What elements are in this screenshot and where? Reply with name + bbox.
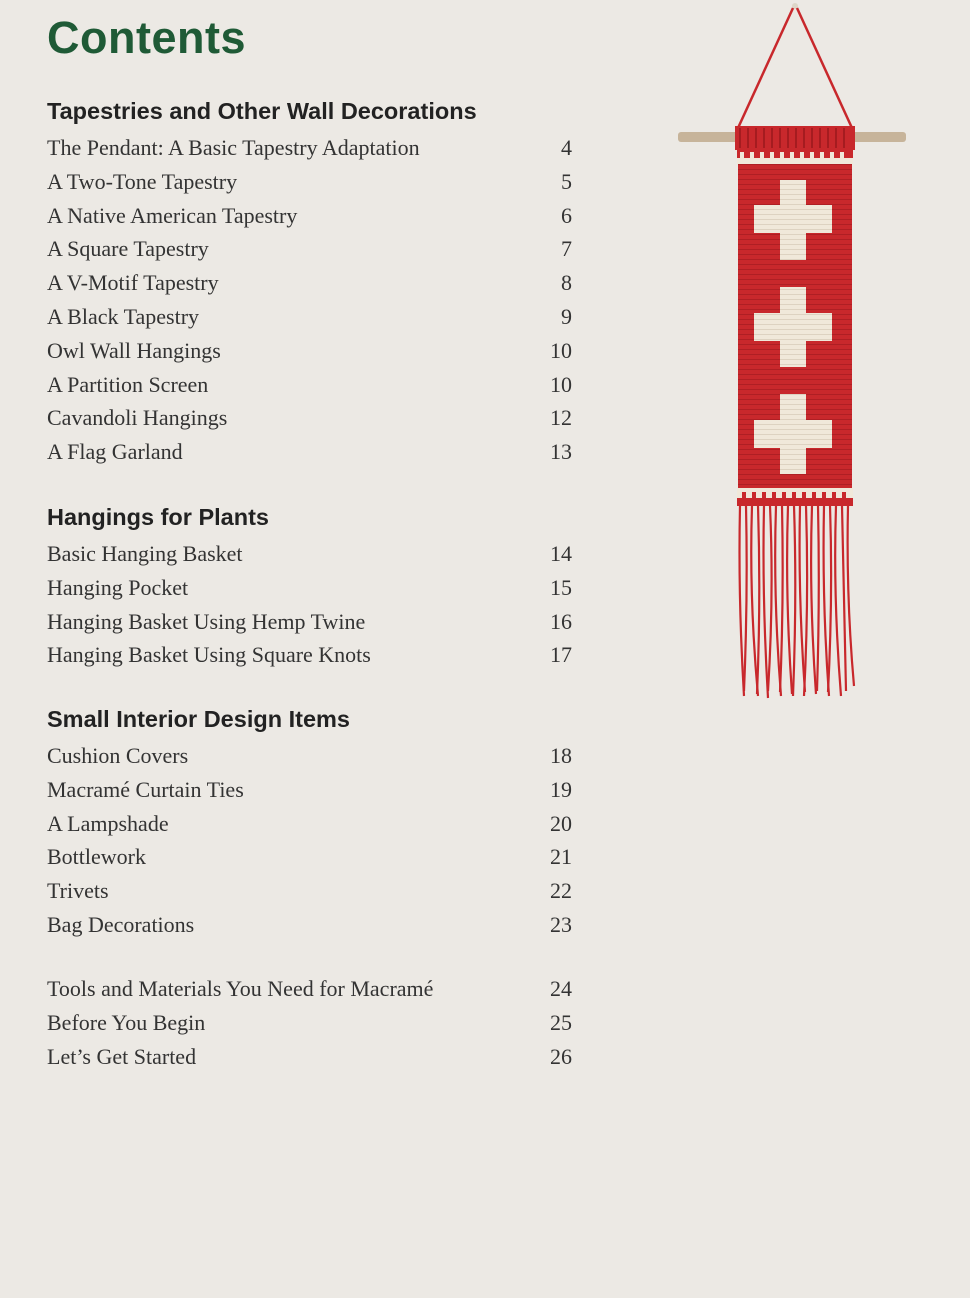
toc-entry[interactable]	[47, 232, 572, 266]
toc-entry[interactable]	[47, 537, 572, 571]
toc-entry[interactable]	[47, 840, 572, 874]
entry-page-number: 22	[550, 878, 572, 904]
entry-page-number: 24	[550, 976, 572, 1001]
entry-page-number: 8	[561, 270, 572, 296]
entry-page-number: 5	[561, 168, 572, 194]
entry-title: The Pendant: A Basic Tapestry Adaptation	[47, 135, 420, 160]
entry-page-number: 21	[550, 844, 572, 870]
toc-entry[interactable]	[47, 334, 572, 368]
entry-page-number: 12	[550, 405, 572, 431]
entry-title: Trivets	[47, 878, 109, 904]
section-heading: Small Interior Design Items	[47, 706, 350, 732]
toc-entry[interactable]	[47, 435, 572, 469]
toc-entry[interactable]	[47, 199, 572, 233]
entry-title: Basic Hanging Basket	[47, 541, 243, 566]
toc-section-basics	[47, 972, 572, 1073]
toc-entry[interactable]	[47, 972, 572, 1006]
entry-title: Hanging Basket Using Square Knots	[47, 642, 371, 668]
entry-page-number: 6	[561, 202, 572, 228]
entry-title: Cushion Covers	[47, 743, 189, 768]
toc-entry[interactable]	[47, 300, 572, 334]
toc-entry[interactable]	[47, 908, 572, 942]
section-heading: Hangings for Plants	[47, 504, 269, 530]
entry-title: Owl Wall Hangings	[47, 337, 221, 363]
hanging-cord	[738, 3, 852, 128]
entry-title: A Lampshade	[47, 810, 169, 836]
entry-title: Before You Begin	[47, 1009, 206, 1035]
page-title: Contents	[47, 12, 246, 63]
entry-title: A Two-Tone Tapestry	[47, 168, 238, 194]
toc-entry[interactable]	[47, 165, 572, 199]
entry-title: Cavandoli Hangings	[47, 405, 228, 431]
toc-section-wall-decorations	[47, 91, 572, 469]
entry-page-number: 19	[550, 776, 572, 802]
toc-entry[interactable]	[47, 1040, 572, 1074]
toc-entry[interactable]	[47, 739, 572, 773]
entry-title: Macramé Curtain Ties	[47, 776, 244, 802]
entry-title: A Flag Garland	[47, 439, 183, 465]
section-heading: Tapestries and Other Wall Decorations	[47, 98, 477, 124]
entry-page-number: 14	[550, 541, 572, 566]
toc-entry[interactable]	[47, 131, 572, 165]
toc-entry[interactable]	[47, 874, 572, 908]
entry-page-number: 13	[550, 439, 572, 465]
entry-title: Hanging Pocket	[47, 574, 189, 600]
entry-page-number: 9	[561, 303, 572, 329]
entry-title: Tools and Materials You Need for Macramé	[47, 976, 434, 1001]
entry-title: A Black Tapestry	[47, 303, 200, 329]
entry-page-number: 7	[561, 236, 572, 262]
entry-title: A V-Motif Tapestry	[47, 270, 219, 296]
entry-title: Hanging Basket Using Hemp Twine	[47, 608, 366, 634]
toc-entry[interactable]	[47, 773, 572, 807]
entry-page-number: 25	[550, 1009, 572, 1035]
toc-section-plant-hangings	[47, 497, 572, 672]
toc-entry[interactable]	[47, 807, 572, 841]
entry-title: A Partition Screen	[47, 371, 209, 397]
toc-entry[interactable]	[47, 266, 572, 300]
fringe	[740, 506, 855, 698]
toc-entry[interactable]	[47, 1006, 572, 1040]
toc-entry[interactable]	[47, 368, 572, 402]
entry-title: Bag Decorations	[47, 911, 195, 937]
toc-entry[interactable]	[47, 605, 572, 639]
toc-entry[interactable]	[47, 401, 572, 435]
entry-page-number: 18	[550, 743, 572, 768]
entry-page-number: 20	[550, 810, 572, 836]
entry-title: Bottlework	[47, 844, 146, 870]
entry-page-number: 23	[550, 911, 572, 937]
toc-entry[interactable]	[47, 571, 572, 605]
entry-title: A Native American Tapestry	[47, 202, 298, 228]
entry-page-number: 10	[550, 371, 572, 397]
toc-entry[interactable]	[47, 638, 572, 672]
entry-page-number: 26	[550, 1043, 572, 1069]
entry-page-number: 4	[561, 135, 572, 160]
entry-page-number: 15	[550, 574, 572, 600]
entry-page-number: 16	[550, 608, 572, 634]
swiss-cross-motifs	[754, 180, 832, 474]
entry-title: A Square Tapestry	[47, 236, 209, 262]
entry-title: Let’s Get Started	[47, 1043, 197, 1069]
macrame-tapestry-illustration	[670, 0, 920, 710]
entry-page-number: 10	[550, 337, 572, 363]
entry-page-number: 17	[550, 642, 572, 668]
toc-section-interior-items	[47, 699, 572, 942]
